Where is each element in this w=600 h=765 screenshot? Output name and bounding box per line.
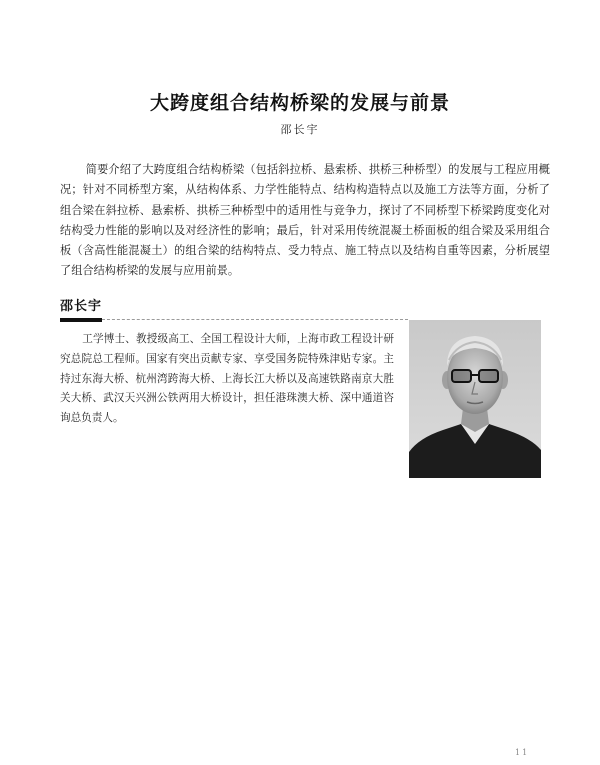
bio-heading: 邵长宇 bbox=[60, 299, 103, 314]
bio-heading-rule-thin bbox=[102, 319, 408, 320]
article-abstract: 简要介绍了大跨度组合结构桥梁（包括斜拉桥、悬索桥、拱桥三种桥型）的发展与工程应用概况；针对不同桥型方案，从结构体系、力学性能特点、结构构造特点以及施工方法等方面，分析了组合梁在斜拉桥、悬索桥、拱桥三种桥型中的适用性与竞争力，探讨了不同桥型下桥梁跨度变化对结构受力性能的影响以及对经济性的影响；最后，针对采用传统混凝土桥面板的组合梁及采用组合板（含高性能混凝土）的组合梁的结构特点、受力特点、施工特点以及结构自重等因素，分析展望了组合结构桥梁的发展与应用前景。 bbox=[60, 163, 550, 278]
page-corner-mark: 11 bbox=[515, 748, 530, 757]
bio-heading-rule-thick bbox=[60, 318, 102, 322]
portrait-icon bbox=[409, 320, 541, 478]
article-author: 邵长宇 bbox=[280, 123, 320, 136]
bio-text: 工学博士、教授级高工、全国工程设计大师，上海市政工程设计研究总院总工程师。国家有突出贡献专家、享受国务院特殊津贴专家。主持过东海大桥、杭州湾跨海大桥、上海长江大桥以及高速铁路南京大胜关大桥、武汉天兴洲公铁两用大桥设计，担任港珠澳大桥、深中通道咨询总负责人。 bbox=[60, 333, 394, 425]
article-title: 大跨度组合结构桥梁的发展与前景 bbox=[149, 92, 450, 114]
author-portrait-photo bbox=[409, 320, 541, 478]
